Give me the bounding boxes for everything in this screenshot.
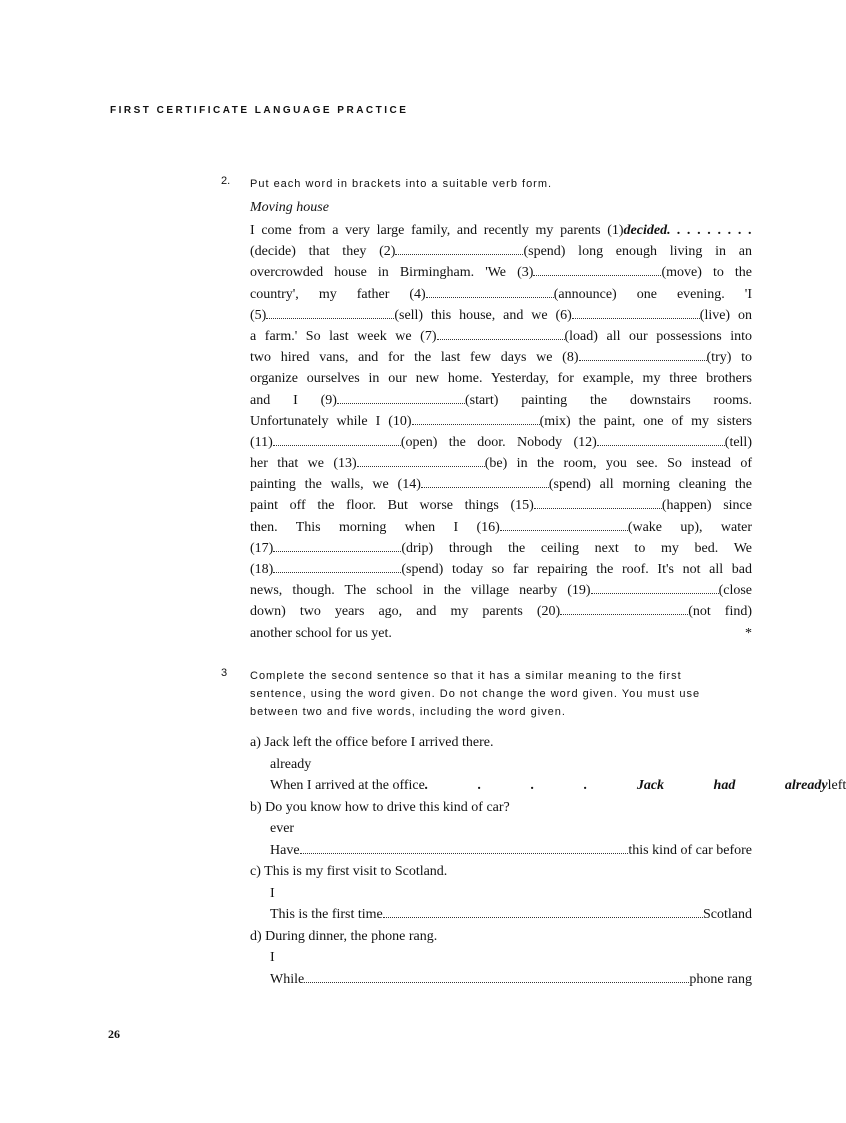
story-line: two hired vans, and for the last few days we (8) (try) to xyxy=(250,350,753,366)
story-line: (11) (open) the door. Nobody (12) (tell) xyxy=(250,434,752,450)
key-word: already xyxy=(270,756,312,772)
exercise-2-instruction: Put each word in brackets into a suitable verb form. xyxy=(250,178,553,190)
transformation-list xyxy=(250,732,846,990)
story-line: (5) (sell) this house, and we (6) (live) on xyxy=(250,307,752,323)
story-line: her that we (13) (be) in the room, you see. So instead of xyxy=(250,456,753,472)
story-line: then. This morning when I (16) (wake up), water xyxy=(250,519,752,535)
exercise-3-number: 3 xyxy=(221,667,228,679)
end-mark: * xyxy=(745,625,752,641)
question-d: d) During dinner, the phone rang. xyxy=(250,928,438,944)
story-line: down) two years ago, and my parents (20) (not find) xyxy=(250,604,752,620)
story-line: Unfortunately while I (10) (mix) the paint, one of my sisters xyxy=(250,413,752,429)
story-line: (17) (drip) through the ceiling next to my bed. We xyxy=(250,540,752,556)
story-line: country', my father (4) (announce) one evening. 'I xyxy=(250,286,752,302)
story-line: paint off the floor. But worse things (15) (happen) since xyxy=(250,498,752,514)
question-a: a) Jack left the office before I arrived there. xyxy=(250,735,494,750)
story-line: (18) (spend) today so far repairing the roof. It's not all bad xyxy=(250,562,752,577)
story-line: another school for us yet. * xyxy=(250,623,752,644)
answer-line: While phone rang xyxy=(270,971,752,987)
key-word: I xyxy=(270,950,275,965)
story-line: I come from a very large family, and recently my parents (1)decided. . . . . . . . . xyxy=(250,223,752,238)
story-text xyxy=(250,220,752,644)
story-line: painting the walls, we (14) (spend) all morning cleaning the xyxy=(250,477,752,493)
story-line: a farm.' So last week we (7) (load) all our possessions into xyxy=(250,328,752,344)
question-c: c) This is my first visit to Scotland. xyxy=(250,864,448,879)
running-header: FIRST CERTIFICATE LANGUAGE PRACTICE xyxy=(110,105,409,116)
story-title: Moving house xyxy=(250,200,329,215)
story-line: news, though. The school in the village nearby (19) (close xyxy=(250,583,752,599)
answer-line: When I arrived at the office . . . . Jack had already left xyxy=(270,778,846,793)
answer-line: Have this kind of car before xyxy=(270,842,752,858)
key-word: I xyxy=(270,885,275,901)
exercise-3-instruction: Complete the second sentence so that it has a similar meaning to the first sentence, using the word given. Do not change the word given. You must use between two and five words, including the word given. xyxy=(250,670,701,718)
question-b: b) Do you know how to drive this kind of car? xyxy=(250,799,510,815)
answer-line: This is the first time Scotland xyxy=(270,907,752,922)
page-number: 26 xyxy=(108,1027,120,1041)
key-word: ever xyxy=(270,821,295,836)
story-line: organize ourselves in our new home. Yesterday, for example, my three brothers xyxy=(250,371,752,387)
exercise-2-number: 2. xyxy=(221,175,231,187)
story-line: overcrowded house in Birmingham. 'We (3) (move) to the xyxy=(250,265,753,281)
story-line: (decide) that they (2) (spend) long enough living in an xyxy=(250,244,752,260)
story-line: and I (9) (start) painting the downstairs rooms. xyxy=(250,392,753,408)
